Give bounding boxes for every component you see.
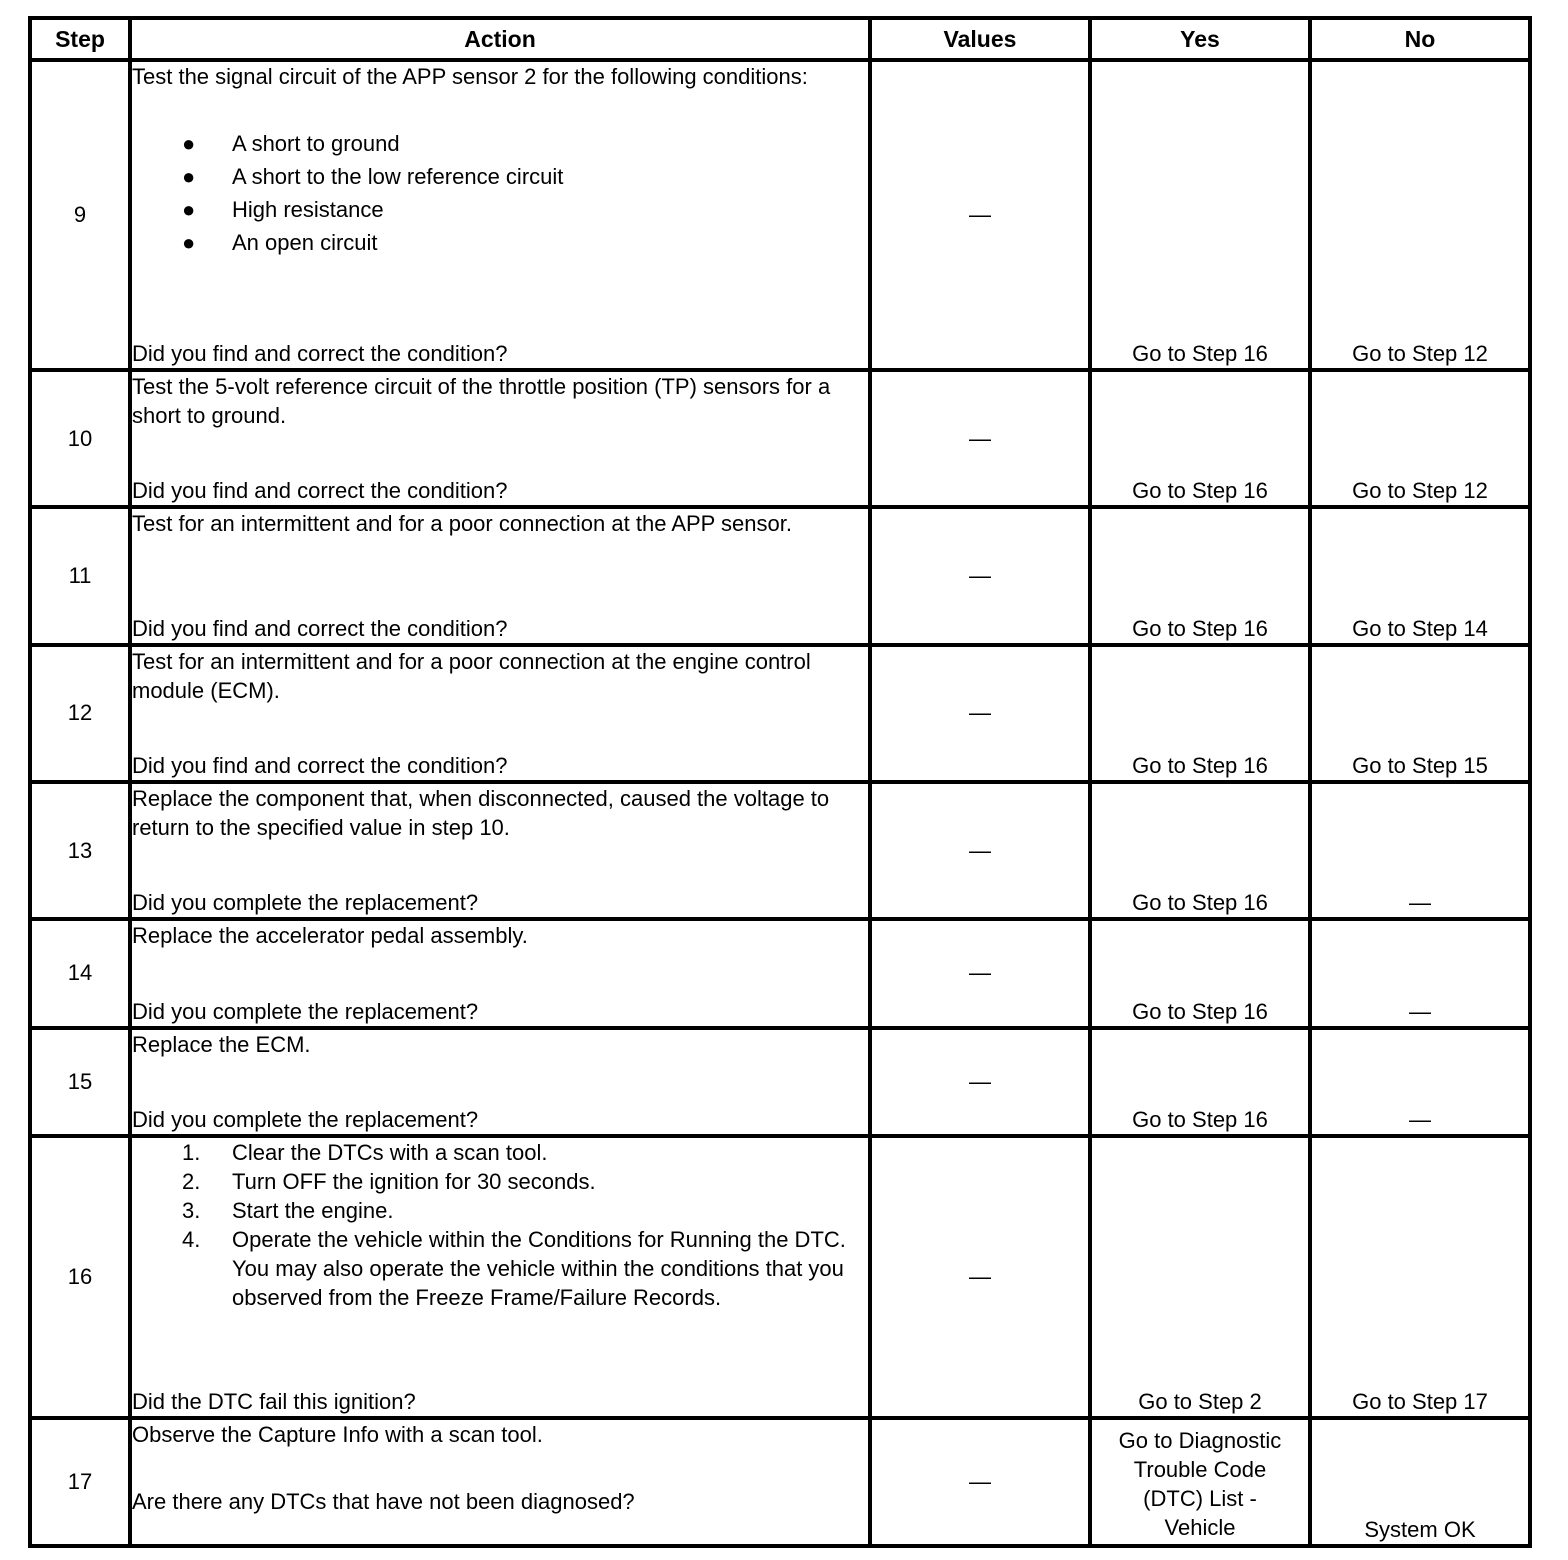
yes-cell: Go to Diagnostic Trouble Code (DTC) List - Vehicle (1090, 1418, 1310, 1546)
header-yes: Yes (1090, 18, 1310, 60)
action-intro: Test the signal circuit of the APP sensor 2 for the following conditions: (132, 64, 808, 89)
no-cell: System OK (1310, 1418, 1530, 1546)
list-item: ● An open circuit (132, 226, 868, 259)
action-question: Did you find and correct the condition? (132, 478, 508, 504)
values-cell: — (870, 1028, 1090, 1136)
action-question: Did you complete the replacement? (132, 890, 479, 916)
table-row (30, 1418, 1530, 1546)
action-question: Did the DTC fail this ignition? (132, 1388, 416, 1414)
table-row (30, 782, 1530, 919)
header-values: Values (870, 18, 1090, 60)
no-cell: — (1310, 1028, 1530, 1136)
list-item: ● A short to the low reference circuit (132, 160, 868, 193)
no-cell: Go to Step 12 (1310, 370, 1530, 507)
yes-cell: Go to Step 16 (1090, 60, 1310, 370)
step-number: 12 (30, 645, 130, 782)
no-cell: Go to Step 17 (1310, 1136, 1530, 1418)
action-intro: Replace the ECM. (132, 1031, 311, 1057)
step-number: 14 (30, 919, 130, 1027)
no-cell: Go to Step 14 (1310, 507, 1530, 644)
values-cell: — (870, 1136, 1090, 1418)
list-item: 3. Start the engine. (182, 1197, 394, 1223)
action-cell (130, 507, 870, 644)
values-cell: — (870, 370, 1090, 507)
action-cell (130, 1028, 870, 1136)
action-cell (130, 782, 870, 919)
diagnostic-table (28, 16, 1532, 1548)
table-row (30, 919, 1530, 1027)
table-header-row (30, 18, 1530, 60)
action-question: Did you find and correct the condition? (132, 340, 508, 366)
list-item: ● A short to ground (132, 127, 868, 160)
list-item: 4. Operate the vehicle within the Conditions for Running the DTC. You may also operate the vehicle within the conditions that you observed from the Freeze Frame/Failure Records. (182, 1226, 846, 1310)
header-action: Action (130, 18, 870, 60)
values-cell: — (870, 645, 1090, 782)
step-number: 16 (30, 1136, 130, 1418)
condition-list (132, 127, 868, 259)
table-row (30, 1028, 1530, 1136)
action-intro: Test the 5-volt reference circuit of the throttle position (TP) sensors for a short to ground. (132, 373, 831, 428)
values-cell: — (870, 782, 1090, 919)
action-cell (130, 919, 870, 1027)
step-number: 13 (30, 782, 130, 919)
yes-cell: Go to Step 16 (1090, 370, 1310, 507)
action-intro: Test for an intermittent and for a poor connection at the APP sensor. (132, 511, 792, 537)
yes-cell: Go to Step 16 (1090, 1028, 1310, 1136)
header-no: No (1310, 18, 1530, 60)
bullet-icon: ● (182, 164, 196, 189)
yes-cell: Go to Step 16 (1090, 645, 1310, 782)
no-cell: Go to Step 15 (1310, 645, 1530, 782)
action-question: Are there any DTCs that have not been diagnosed? (132, 1488, 635, 1514)
yes-cell: Go to Step 2 (1090, 1136, 1310, 1418)
values-cell: — (870, 1418, 1090, 1546)
action-cell (130, 370, 870, 507)
list-item: 1. Clear the DTCs with a scan tool. (182, 1139, 548, 1165)
action-question: Did you find and correct the condition? (132, 615, 508, 641)
values-cell: — (870, 507, 1090, 644)
yes-cell: Go to Step 16 (1090, 782, 1310, 919)
table-row (30, 370, 1530, 507)
yes-cell: Go to Step 16 (1090, 919, 1310, 1027)
list-item: ● High resistance (132, 193, 868, 226)
bullet-icon: ● (182, 197, 196, 222)
no-cell: Go to Step 12 (1310, 60, 1530, 370)
table-row (30, 507, 1530, 644)
step-number: 15 (30, 1028, 130, 1136)
step-number: 10 (30, 370, 130, 507)
procedure-list (132, 1138, 868, 1312)
values-cell: — (870, 919, 1090, 1027)
no-cell: — (1310, 782, 1530, 919)
action-intro: Replace the accelerator pedal assembly. (132, 923, 528, 949)
bullet-icon: ● (182, 230, 196, 255)
table-row (30, 60, 1530, 370)
action-cell (130, 60, 870, 370)
action-question: Did you complete the replacement? (132, 1106, 479, 1132)
step-number: 17 (30, 1418, 130, 1546)
values-cell: — (870, 60, 1090, 370)
yes-cell: Go to Step 16 (1090, 507, 1310, 644)
bullet-icon: ● (182, 131, 196, 156)
action-intro: Replace the component that, when disconnected, caused the voltage to return to the specified value in step 10. (132, 785, 830, 840)
table-row (30, 1136, 1530, 1418)
action-question: Did you find and correct the condition? (132, 752, 508, 778)
list-item: 2. Turn OFF the ignition for 30 seconds. (182, 1168, 596, 1194)
step-number: 11 (30, 507, 130, 644)
action-cell (130, 1418, 870, 1546)
no-cell: — (1310, 919, 1530, 1027)
table-row (30, 645, 1530, 782)
action-cell (130, 1136, 870, 1418)
action-intro: Observe the Capture Info with a scan tool. (132, 1421, 543, 1447)
step-number: 9 (30, 60, 130, 370)
action-question: Did you complete the replacement? (132, 998, 479, 1024)
header-step: Step (30, 18, 130, 60)
action-cell (130, 645, 870, 782)
action-intro: Test for an intermittent and for a poor connection at the engine control module (ECM). (132, 648, 811, 703)
